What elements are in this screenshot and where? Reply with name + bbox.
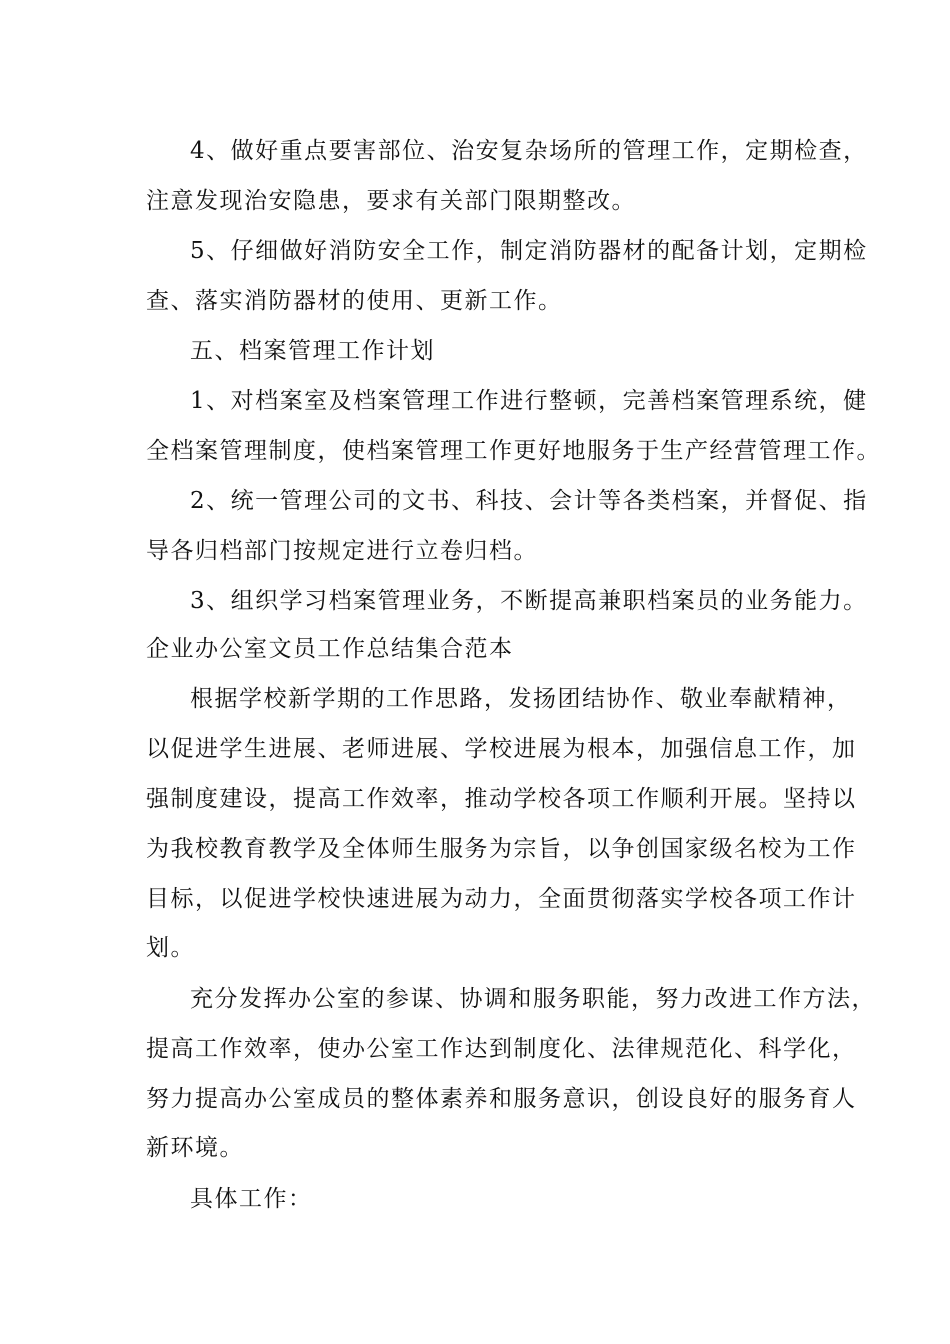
- document-title: 企业办公室文员工作总结集合范本: [146, 636, 514, 662]
- text-line: 具体工作：: [190, 1186, 313, 1212]
- text-line: 3、组织学习档案管理业务，不断提高兼职档案员的业务能力。: [190, 588, 868, 614]
- text-line: 提高工作效率，使办公室工作达到制度化、法律规范化、科学化，: [146, 1036, 857, 1062]
- text-line: 2、统一管理公司的文书、科技、会计等各类档案，并督促、指: [190, 488, 868, 514]
- text-line: 4、做好重点要害部位、治安复杂场所的管理工作，定期检查，: [190, 138, 868, 164]
- text-line: 注意发现治安隐患，要求有关部门限期整改。: [146, 188, 636, 214]
- text-line: 以促进学生进展、老师进展、学校进展为根本，加强信息工作，加: [146, 736, 857, 762]
- text-line: 努力提高办公室成员的整体素养和服务意识，创设良好的服务育人: [146, 1086, 857, 1112]
- text-line: 目标，以促进学校快速进展为动力，全面贯彻落实学校各项工作计: [146, 886, 857, 912]
- text-line: 划。: [146, 935, 195, 961]
- text-line: 新环境。: [146, 1135, 244, 1161]
- text-line: 导各归档部门按规定进行立卷归档。: [146, 538, 538, 564]
- text-line: 全档案管理制度，使档案管理工作更好地服务于生产经营管理工作。: [146, 438, 881, 464]
- text-line: 为我校教育教学及全体师生服务为宗旨，以争创国家级名校为工作: [146, 836, 857, 862]
- section-heading: 五、档案管理工作计划: [190, 338, 435, 364]
- text-line: 充分发挥办公室的参谋、协调和服务职能，努力改进工作方法，: [190, 986, 876, 1012]
- text-line: 1、对档案室及档案管理工作进行整顿，完善档案管理系统，健: [190, 388, 868, 414]
- text-line: 查、落实消防器材的使用、更新工作。: [146, 288, 563, 314]
- text-line: 强制度建设，提高工作效率，推动学校各项工作顺利开展。坚持以: [146, 786, 857, 812]
- text-line: 5、仔细做好消防安全工作，制定消防器材的配备计划，定期检: [190, 238, 868, 264]
- text-line: 根据学校新学期的工作思路，发扬团结协作、敬业奉献精神，: [190, 686, 852, 712]
